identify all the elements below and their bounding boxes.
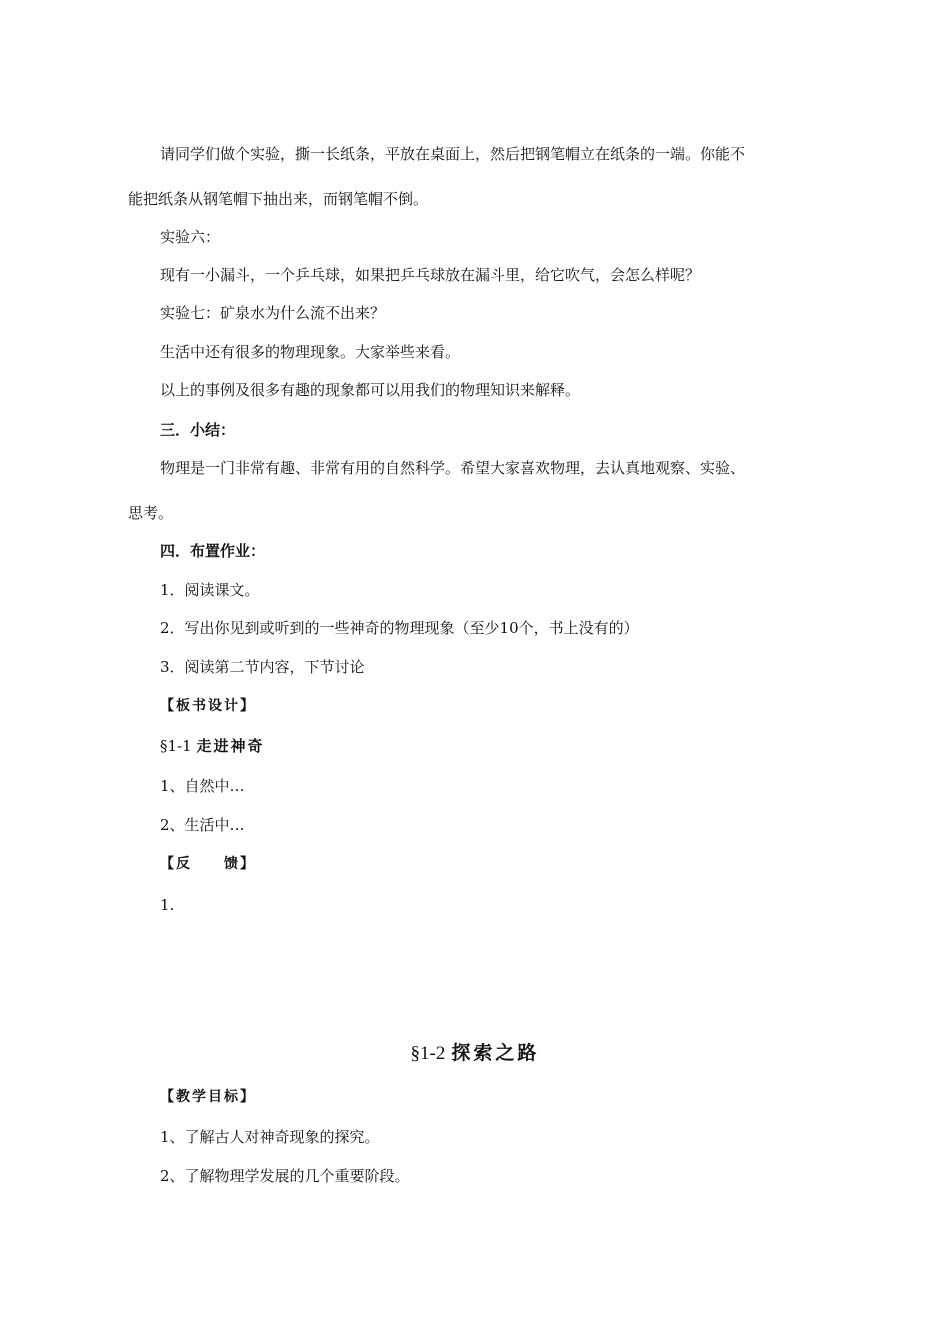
feedback-item-1: 1. bbox=[160, 896, 175, 914]
summary-text-line2: 思考。 bbox=[128, 504, 174, 522]
life-phenomena-text: 生活中还有很多的物理现象。大家举些来看。 bbox=[160, 343, 461, 361]
board-design-heading: 【板书设计】 bbox=[160, 698, 256, 714]
board-section-name: 走进神奇 bbox=[196, 737, 265, 755]
feedback-heading: 【反 馈】 bbox=[160, 856, 256, 872]
board-section-number: §1-1 bbox=[160, 737, 192, 755]
section-name: 探索之路 bbox=[451, 1042, 540, 1064]
board-item-2: 2、生活中… bbox=[160, 816, 245, 834]
board-item-1: 1、自然中… bbox=[160, 777, 245, 795]
experiment6-text: 现有一小漏斗，一个乒乓球，如果把乒乓球放在漏斗里，给它吹气，会怎么样呢？ bbox=[160, 266, 701, 284]
experiment5-text-line1: 请同学们做个实验，撕一长纸条，平放在桌面上，然后把钢笔帽立在纸条的一端。你能不 bbox=[160, 145, 746, 163]
experiment5-text-line2: 能把纸条从钢笔帽下抽出来，而钢笔帽不倒。 bbox=[128, 190, 429, 208]
homework-item-2: 2．写出你见到或听到的一些神奇的物理现象（至少10个，书上没有的） bbox=[160, 619, 639, 637]
explain-text: 以上的事例及很多有趣的现象都可以用我们的物理知识来解释。 bbox=[160, 381, 581, 399]
goal-item-2: 2、了解物理学发展的几个重要阶段。 bbox=[160, 1167, 410, 1185]
section-title bbox=[0, 1041, 950, 1066]
experiment7-text: 实验七：矿泉水为什么流不出来？ bbox=[160, 304, 386, 322]
homework-item-1: 1．阅读课文。 bbox=[160, 581, 260, 599]
homework-item-3: 3．阅读第二节内容，下节讨论 bbox=[160, 658, 365, 676]
experiment6-label: 实验六： bbox=[160, 228, 221, 246]
section-number: §1-2 bbox=[410, 1043, 446, 1064]
goal-item-1: 1、了解古人对神奇现象的探究。 bbox=[160, 1128, 380, 1146]
board-section-title bbox=[160, 736, 264, 756]
homework-heading: 四．布置作业： bbox=[160, 542, 266, 560]
teaching-goals-heading: 【教学目标】 bbox=[160, 1089, 256, 1105]
summary-heading: 三．小结： bbox=[160, 421, 236, 439]
summary-text-line1: 物理是一门非常有趣、非常有用的自然科学。希望大家喜欢物理，去认真地观察、实验、 bbox=[160, 459, 746, 477]
